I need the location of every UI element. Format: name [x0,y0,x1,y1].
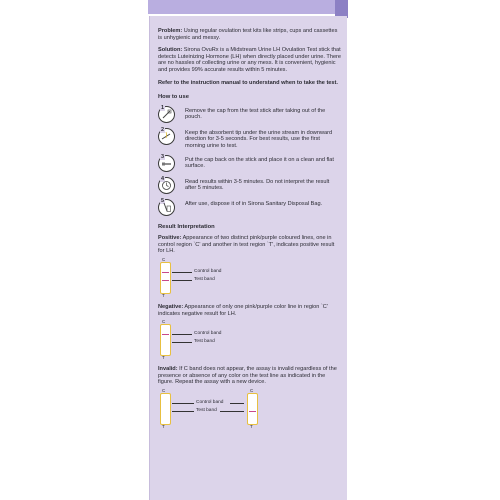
control-band-label: Control band [194,331,222,337]
disposal-bag-icon: 5 [158,199,175,216]
test-band-label: Test band [194,339,215,345]
step-5: 5 After use, dispose it of in Sirona Sanitary Disposal Bag. [158,199,342,216]
step-4: 4 Read results within 3-5 minutes. Do not interpret the result after 5 minutes. [158,177,342,194]
cap-replace-icon: 3 [158,155,175,172]
solution-paragraph: Solution: Sirona OvuRx is a Midstream Urine LH Ovulation Test stick that detects Luteinizing Hormone (LH) when directly placed under urine. There are no hassles of collecting urine or any mess. It is convenient, hygienic and provides 99% accurate results within 5 minutes. [158,47,342,73]
test-line [249,411,256,412]
control-line [162,272,169,273]
control-line [162,334,169,335]
result-heading: Result Interpretation [158,223,215,230]
step-3: 3 Put the cap back on the stick and place it on a clean and flat surface. [158,155,342,172]
invalid-strip-diagram: C T Control band Test band C T [158,389,342,431]
cap-removal-icon: 1 [158,106,175,123]
box-top-flap [148,0,348,14]
test-strip-invalid-2 [247,393,258,425]
test-strip-invalid-1 [160,393,171,425]
clock-icon: 4 [158,177,175,194]
control-band-label: Control band [196,399,224,405]
negative-strip-diagram: C T Control band Test band [162,319,222,361]
urine-stream-icon: 2 [158,128,175,145]
negative-paragraph: Negative: Appearance of only one pink/purple color line in region `C' indicates negative result for LH. [158,303,328,317]
test-band-label: Test band [194,276,215,282]
step-2: 2 Keep the absorbent tip under the urine stream in downward direction for 3-5 seconds. For best results, use the first morning urine to test. [158,128,342,150]
control-band-label: Control band [194,268,222,274]
test-line [162,280,169,281]
positive-strip-diagram: C T Control band Test band [162,256,222,298]
test-band-label: Test band [196,407,217,413]
how-to-use-heading: How to use [158,94,189,101]
refer-note: Refer to the instruction manual to understand when to take the test. [158,79,338,86]
instructions-content [158,28,342,435]
invalid-paragraph: Invalid: If C band does not appear, the assay is invalid regardless of the presence or absence of any color on the test line as indicated in the figure. Repeat the assay with a new device. [158,366,337,386]
problem-paragraph: Problem: Using regular ovulation test kits like strips, cups and cassettes is unhygienic and messy. [158,28,338,41]
test-strip-negative [160,324,171,356]
test-strip-positive [160,262,171,294]
positive-paragraph: Positive: Appearance of two distinct pink/purple coloured lines, one in control region `C' and another in test region `T', indicates positive result for LH. [158,235,335,255]
step-1: 1 Remove the cap from the test stick after taking out of the pouch. [158,106,342,123]
